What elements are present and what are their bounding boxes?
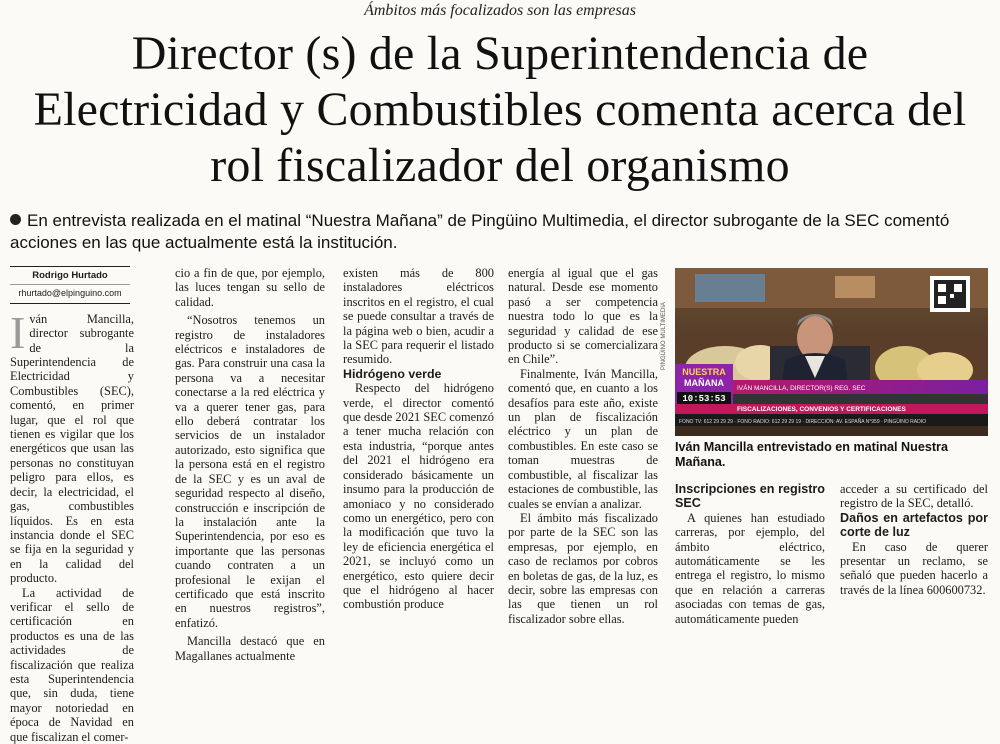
column-2 [175, 266, 325, 663]
col3-p2: Respecto del hidrógeno verde, el director comentó que desde 2021 SEC comenzó a tener mucha relación con esta industria, “porque antes del 2021 el hidrógeno era considerado básicamente un insumo para la producción de amoniaco y no considerado como un energético, pero con la modificación que tuvo la ley de eficiencia energética el 2021, se incluyó como un energético, esto quiere decir que el hidrógeno al hacer combustión produce [343, 381, 494, 612]
col3-p1: existen más de 800 instaladores eléctricos inscritos en el registro, el cual se puede consultar a través de la página web o bien, acudir a la SEC para requerir el listado resumido. [343, 266, 494, 367]
column-3 [343, 266, 494, 612]
col2-p2: “Nosotros tenemos un registro de instaladores eléctricos e instaladores de gas. Para construir una casa la persona va a necesitar conectarse a la red eléctrica y va a querer tener gas, para ello deberá contratar los servicios de un instalador autorizado, esto significa que la persona está en el registro de la SEC y es un aval de seguridad respecto al diseño, construcción e inscripción de la instalación ante la Superintendencia, por eso es importante que las personas cuando contraten a un profesional le exijan el certificado que está inscrito en nuestros registros”, enfatizó. [175, 313, 325, 630]
col1-p1: Iván Mancilla, director subrogante de la Superintendencia de Electricidad y Combustibles (SEC), comentó, en primer lugar, que el rol que tienen es vigilar que los energéticos que usan las personas no constituyan peligro para ellos, es decir, la electricidad, el gas, combustibles líquidos. Es en esta instancia donde el SEC se fija en la seguridad y en la calidad del producto. [10, 306, 134, 586]
tv-ticker: FONO TV: 612 29 29 29 · FONO RADIO: 612 29 29 19 · DIRECCIÓN: AV. ESPAÑA N°959 · PINGÜINO RADIO [679, 419, 926, 425]
photo-caption: Iván Mancilla entrevistado en matinal Nuestra Mañana. [675, 440, 948, 469]
column-4 [508, 266, 658, 626]
column-1 [10, 266, 134, 744]
tv-topic: FISCALIZACIONES, CONVENIOS Y CERTIFICACIONES [737, 406, 906, 413]
col2-p3: Mancilla destacó que en Magallanes actualmente [175, 634, 325, 663]
tv-name: IVÁN MANCILLA, DIRECTOR(S) REG. SEC [737, 385, 866, 392]
col6-p2: En caso de querer presentar un reclamo, se señaló que pueden hacerlo a través de la línea 600600732. [840, 539, 988, 597]
col2-p1: cio a fin de que, por ejemplo, las luces tengan su sello de calidad. [175, 266, 325, 309]
column-6 [840, 482, 988, 597]
byline-email: rhurtado@elpinguino.com [18, 288, 122, 299]
col6-p1: acceder a su certificado del registro de la SEC, detalló. [840, 482, 988, 511]
article-photo [675, 268, 988, 436]
col5-subheading: Inscripciones en registro SEC [675, 482, 825, 511]
byline [10, 266, 130, 304]
col4-p3: El ámbito más fiscalizado por parte de la SEC son las empresas, por ejemplo, en caso de reclamos por cobros en boletas de gas, de la luz, es decir, sobre las empresas con las que tienen un rol fiscalizador sobre ellas. [508, 510, 658, 626]
col4-p1: energía al igual que el gas natural. Desde ese momento pasó a ser competencia nuestra todo lo que es la seguridad y calidad de ese producto si se comercializara en Chile”. [508, 266, 658, 367]
col6-subheading: Daños en artefactos por corte de luz [840, 510, 988, 540]
summary-text: En entrevista realizada en el matinal “Nuestra Mañana” de Pingüino Multimedia, el director subrogante de la SEC comentó acciones en las que actualmente está la institución. [10, 211, 950, 252]
photo-credit: PINGÜINO MULTIMEDIA [661, 302, 667, 370]
tv-screenshot-image [675, 268, 988, 436]
col4-p2: Finalmente, Iván Mancilla, comentó que, en cuanto a los desafíos para este año, existe un plan de fiscalización eléctrico y un plan de combustibles. En este caso se toman muestras de combustible, al fiscalizar las estaciones de combustible, las cuales se envían a analizar. [508, 366, 658, 511]
bullet-icon [10, 214, 21, 225]
column-5 [675, 478, 825, 626]
tv-logo-line1: NUESTRA [682, 367, 726, 377]
col1-p2: La actividad de verificar el sello de certificación en productos es una de las actividades de fiscalización que realiza esta Superintendencia que, sin duda, tiene mayor notoriedad en época de Navidad en que fiscalizan el comer- [10, 585, 134, 744]
dropcap: I [10, 306, 26, 358]
headline: Director (s) de la Superintendencia de Electricidad y Combustibles comenta acerca del rol fiscalizador del organismo [33, 27, 967, 192]
byline-name: Rodrigo Hurtado [10, 267, 130, 285]
tv-time: 10:53:53 [682, 394, 726, 404]
tv-logo-line2: MAÑANA [684, 378, 724, 388]
col3-subheading: Hidrógeno verde [343, 366, 442, 381]
summary [10, 210, 990, 254]
col5-p1: A quienes han estudiado carreras, por ejemplo, del ámbito eléctrico, automáticamente se les entrega el registro, lo mismo que en relación a carreras asociadas con temas de gas, automáticamente pueden [675, 510, 825, 626]
kicker: Ámbitos más focalizados son las empresas [364, 2, 636, 19]
